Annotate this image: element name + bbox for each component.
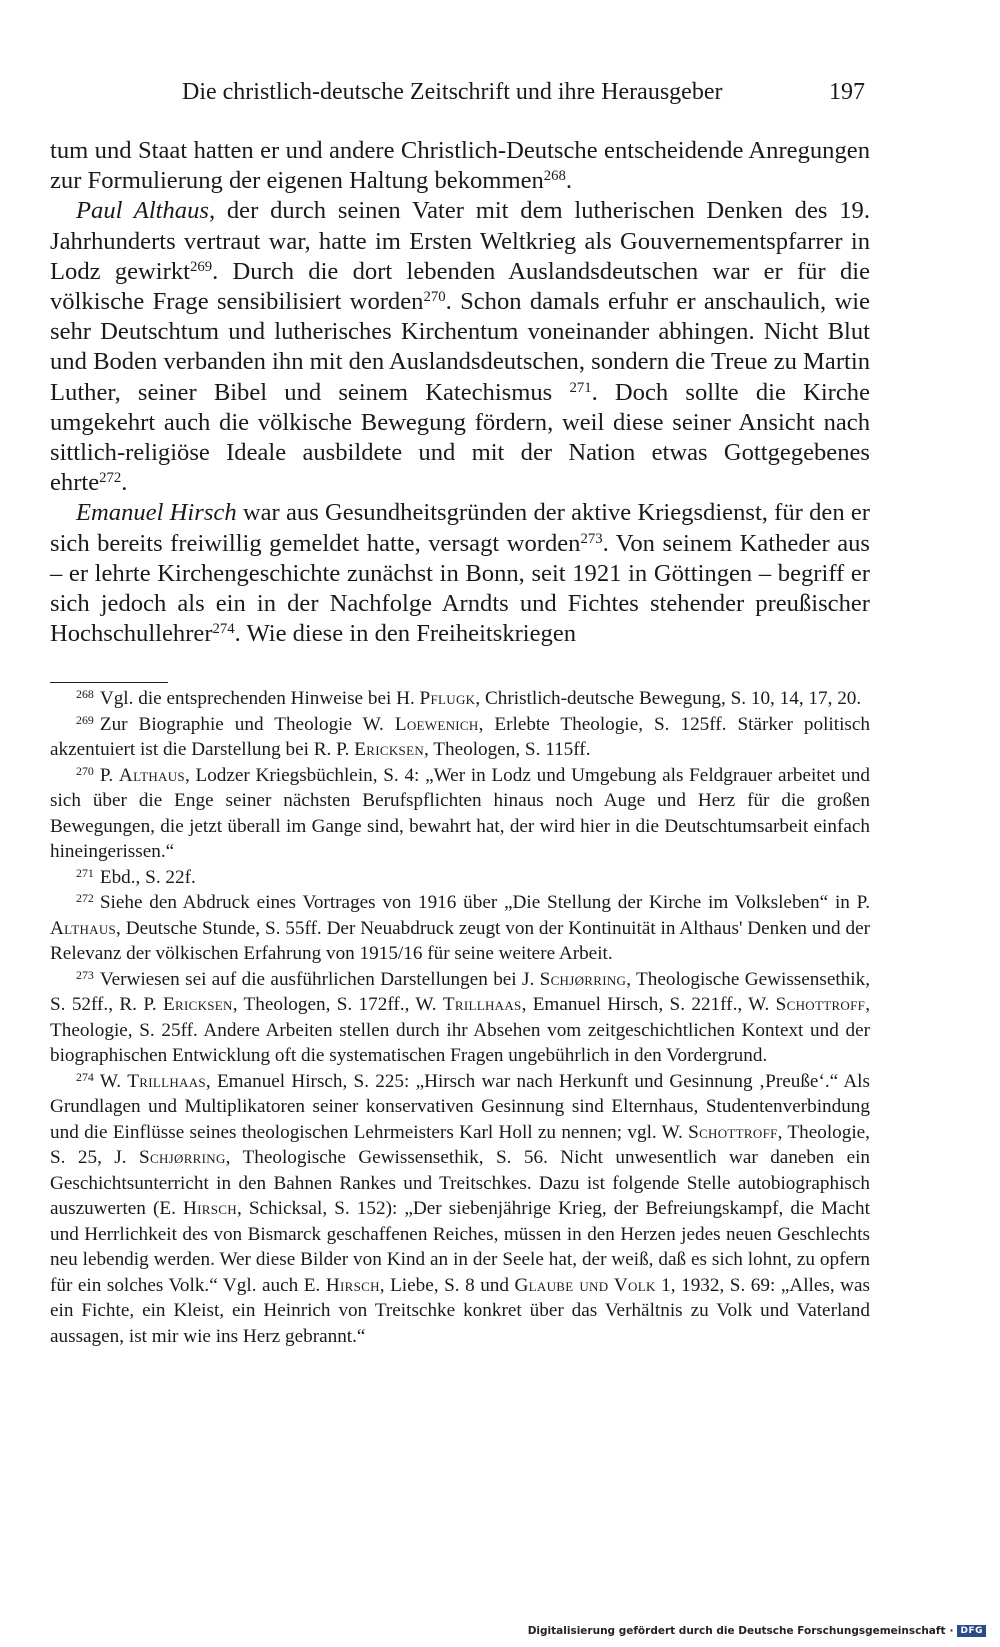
text-run: , Liebe, S. 8 und bbox=[379, 1274, 515, 1296]
text-run: . Doch sollte die Kirche umgekehrt auch die völkische Bewegung fördern, weil diese seiner Ansicht nach sittlich-religiöse Ideale ausbildete und mit der Nation etwas Gottgegebenes ehrte bbox=[50, 378, 870, 497]
footnote-number: 274 bbox=[76, 1069, 94, 1084]
footnote-271 bbox=[50, 865, 870, 891]
author-name: Ericksen bbox=[354, 739, 425, 760]
text-run: , Deutsche Stunde, S. 55ff. Der Neuabdruck zeugt von der Kontinuität in Althaus' Denken und der Relevanz der völkischen Erfahrung von 1915/16 für seine weitere Arbeit. bbox=[50, 917, 870, 964]
author-name: Schjørring bbox=[139, 1147, 226, 1168]
footnote-ref-274: 274 bbox=[212, 621, 235, 638]
author-name: Pflugk bbox=[419, 688, 476, 709]
author-name: Hirsch bbox=[182, 1198, 237, 1219]
footnote-number: 268 bbox=[76, 687, 94, 702]
footnotes bbox=[50, 686, 870, 1349]
text-run: , Theologische Gewissensethik, S. 56. Nicht unwesentlich war daneben ein Geschichtsunterricht in den Bahnen Rankes und Treitschkes. Dazu ist folgende Stelle autobiographisch auszuwerten (E. bbox=[50, 1147, 871, 1219]
paragraph-3 bbox=[50, 498, 870, 649]
text-run: Siehe den Abdruck eines Vortrages von 1916 über „Die Stellung der Kirche im Volksleben“ in P. bbox=[99, 892, 870, 913]
text-run: 1, 1932, S. 69: „Alles, was ein Fichte, ein Kleist, ein Heinrich von Treitschke konkret über das Verhältnis zu Volk und Vaterland aussagen, ist mir wie ins Herz gebrannt.“ bbox=[50, 1274, 871, 1347]
author-name: Althaus bbox=[118, 764, 185, 786]
footnote-separator bbox=[50, 682, 168, 683]
text-run: . Von seinem Katheder aus – er lehrte Kirchengeschichte zunächst in Bonn, seit 1921 in Göttingen – begriff er sich jedoch als ein in der Nachfolge Arndts und Fichtes stehender preußischer Hochschullehrer bbox=[50, 529, 870, 648]
author-name: Schottroff bbox=[775, 994, 866, 1015]
footnote-number: 270 bbox=[76, 763, 94, 778]
text-run: tum und Staat hatten er und andere Christlich-Deutsche entscheidende Anregungen zur Formulierung der eigenen Haltung bekommen bbox=[50, 137, 870, 195]
author-name: Loewenich bbox=[394, 713, 479, 735]
footnote-269 bbox=[50, 712, 870, 763]
author-name: Trillhaas bbox=[442, 994, 522, 1015]
text-run: Ebd., S. 22f. bbox=[99, 866, 196, 888]
text-run: , Lodzer Kriegsbüchlein, S. 4: „Wer in Lodz und Umgebung als Feldgrauer arbeitet und sich über die Enge seiner nächsten Berufspflichten hinaus noch Auge und Herz für die großen Bewegungen, die jetzt überall im Gange sind, bewahrt hat, der wird hier in die Deutschtumsarbeit einfach hineingerissen.“ bbox=[50, 764, 870, 862]
credit-text: Digitalisierung gefördert durch die Deutsche Forschungsgemeinschaft bbox=[527, 1625, 946, 1637]
author-name: Schjørring bbox=[539, 968, 627, 990]
text-run: . bbox=[121, 469, 128, 497]
text-run: Zur Biographie und Theologie W. bbox=[99, 713, 395, 735]
author-name: Schottroff bbox=[688, 1121, 778, 1143]
footnote-ref-270: 270 bbox=[423, 288, 446, 305]
footnote-ref-271: 271 bbox=[569, 379, 592, 396]
text-run: , Erlebte Theologie, S. 125ff. Stärker politisch akzentuiert ist die Darstellung bei R. P. bbox=[50, 713, 870, 760]
footnote-274 bbox=[50, 1069, 870, 1350]
text-run: W. bbox=[99, 1070, 128, 1092]
text-run: , Theologie, S. 25ff. Andere Arbeiten stellen durch ihr Absehen vom zeitgeschichtlichen Kontext und der biographischen Entwicklung oft die systematischen Fragen ungebührlich in den Vordergrund. bbox=[50, 994, 870, 1066]
text-run: , Emanuel Hirsch, S. 221ff., W. bbox=[521, 994, 776, 1015]
text-run: , Emanuel Hirsch, S. 225: „Hirsch war nach Herkunft und Gesinnung ‚Preuße‘.“ Als Grundlagen und Multiplikatoren seiner konservativen Gesinnung sind Elternhaus, Studentenverbindung und die Einflüsse seines theologischen Lehrmeisters Karl Holl zu nennen; vgl. W. bbox=[50, 1070, 870, 1143]
person-name: Paul Althaus, bbox=[76, 197, 216, 225]
author-name: Hirsch bbox=[325, 1274, 380, 1296]
footnote-number: 273 bbox=[76, 967, 94, 982]
text-run: Verwiesen sei auf die ausführlichen Darstellungen bei J. bbox=[99, 968, 540, 990]
text-run: , Schicksal, S. 152): „Der siebenjährige Krieg, der Befreiungskampf, die Macht und Herrlichkeit des von Bismarck geschaffenen Reiches, müssen in den Herzen jedes neuen Geschlechts neu lebendig werden. Wer diese Bilder von Kind an in der Seele hat, der weiß, daß es sich lohnt, zu opfern für ein solches Volk.“ Vgl. auch E. bbox=[50, 1198, 870, 1296]
text-run: . bbox=[565, 167, 573, 195]
footnote-270 bbox=[50, 763, 870, 865]
running-title: Die christlich-deutsche Zeitschrift und ihre Herausgeber bbox=[182, 79, 723, 105]
footnote-ref-269: 269 bbox=[189, 258, 213, 275]
author-name: Althaus bbox=[50, 917, 117, 939]
footnote-number: 271 bbox=[76, 865, 94, 880]
footnote-number: 269 bbox=[76, 712, 94, 727]
text-run: , Theologische Gewissensethik, S. 52ff., R. P. bbox=[50, 968, 870, 1015]
footnote-ref-268: 268 bbox=[543, 168, 566, 185]
text-run: , Theologen, S. 115ff. bbox=[424, 739, 591, 760]
person-name: Emanuel Hirsch bbox=[76, 499, 237, 527]
text-run: . Wie diese in den Freiheitskriegen bbox=[234, 620, 577, 648]
journal-title: Glaube und Volk bbox=[514, 1274, 656, 1296]
dfg-logo: DFG bbox=[957, 1625, 986, 1637]
text-run: . Schon damals erfuhr er anschaulich, wie sehr Deutschtum und lutherisches Kirchentum voneinander abhingen. Nicht Blut und Boden verbanden ihn mit den Auslandsdeutschen, sondern die Treue zu Martin Luther, seiner Bibel und seinem Katechismus bbox=[50, 288, 870, 406]
footnote-272 bbox=[50, 890, 870, 967]
footnote-273 bbox=[50, 967, 870, 1069]
paragraph-1 bbox=[50, 136, 870, 196]
digitization-credit bbox=[528, 1622, 986, 1640]
paragraph-2 bbox=[50, 196, 870, 498]
text-run: P. bbox=[99, 764, 119, 786]
footnote-268 bbox=[50, 686, 870, 712]
author-name: Trillhaas bbox=[127, 1070, 206, 1092]
text-run: der durch seinen Vater mit dem lutherischen Denken des 19. Jahrhunderts vertraut war, hatte im Ersten Weltkrieg als Gouvernementspfarrer in Lodz gewirkt bbox=[50, 197, 870, 285]
text-run: , Christlich-deutsche Bewegung, S. 10, 14, 17, 20. bbox=[475, 688, 862, 709]
text-run: , Theologie, S. 25, J. bbox=[50, 1121, 870, 1168]
running-header bbox=[50, 74, 865, 110]
text-run: Vgl. die entsprechenden Hinweise bei H. bbox=[99, 688, 420, 709]
text-run: . Durch die dort lebenden Auslandsdeutschen war er für die völkische Frage sensibilisiert worden bbox=[50, 257, 871, 316]
footnote-number: 272 bbox=[76, 891, 94, 906]
text-run: war aus Gesundheitsgründen der aktive Kriegsdienst, für den er sich bereits freiwillig gemeldet hatte, versagt worden bbox=[50, 499, 870, 557]
main-text bbox=[50, 136, 870, 649]
page-number: 197 bbox=[829, 79, 865, 105]
credit-separator: · bbox=[949, 1625, 954, 1637]
footnote-ref-273: 273 bbox=[580, 530, 603, 547]
author-name: Ericksen bbox=[163, 994, 233, 1015]
footnote-ref-272: 272 bbox=[99, 470, 122, 487]
text-run: , Theologen, S. 172ff., W. bbox=[232, 994, 443, 1015]
